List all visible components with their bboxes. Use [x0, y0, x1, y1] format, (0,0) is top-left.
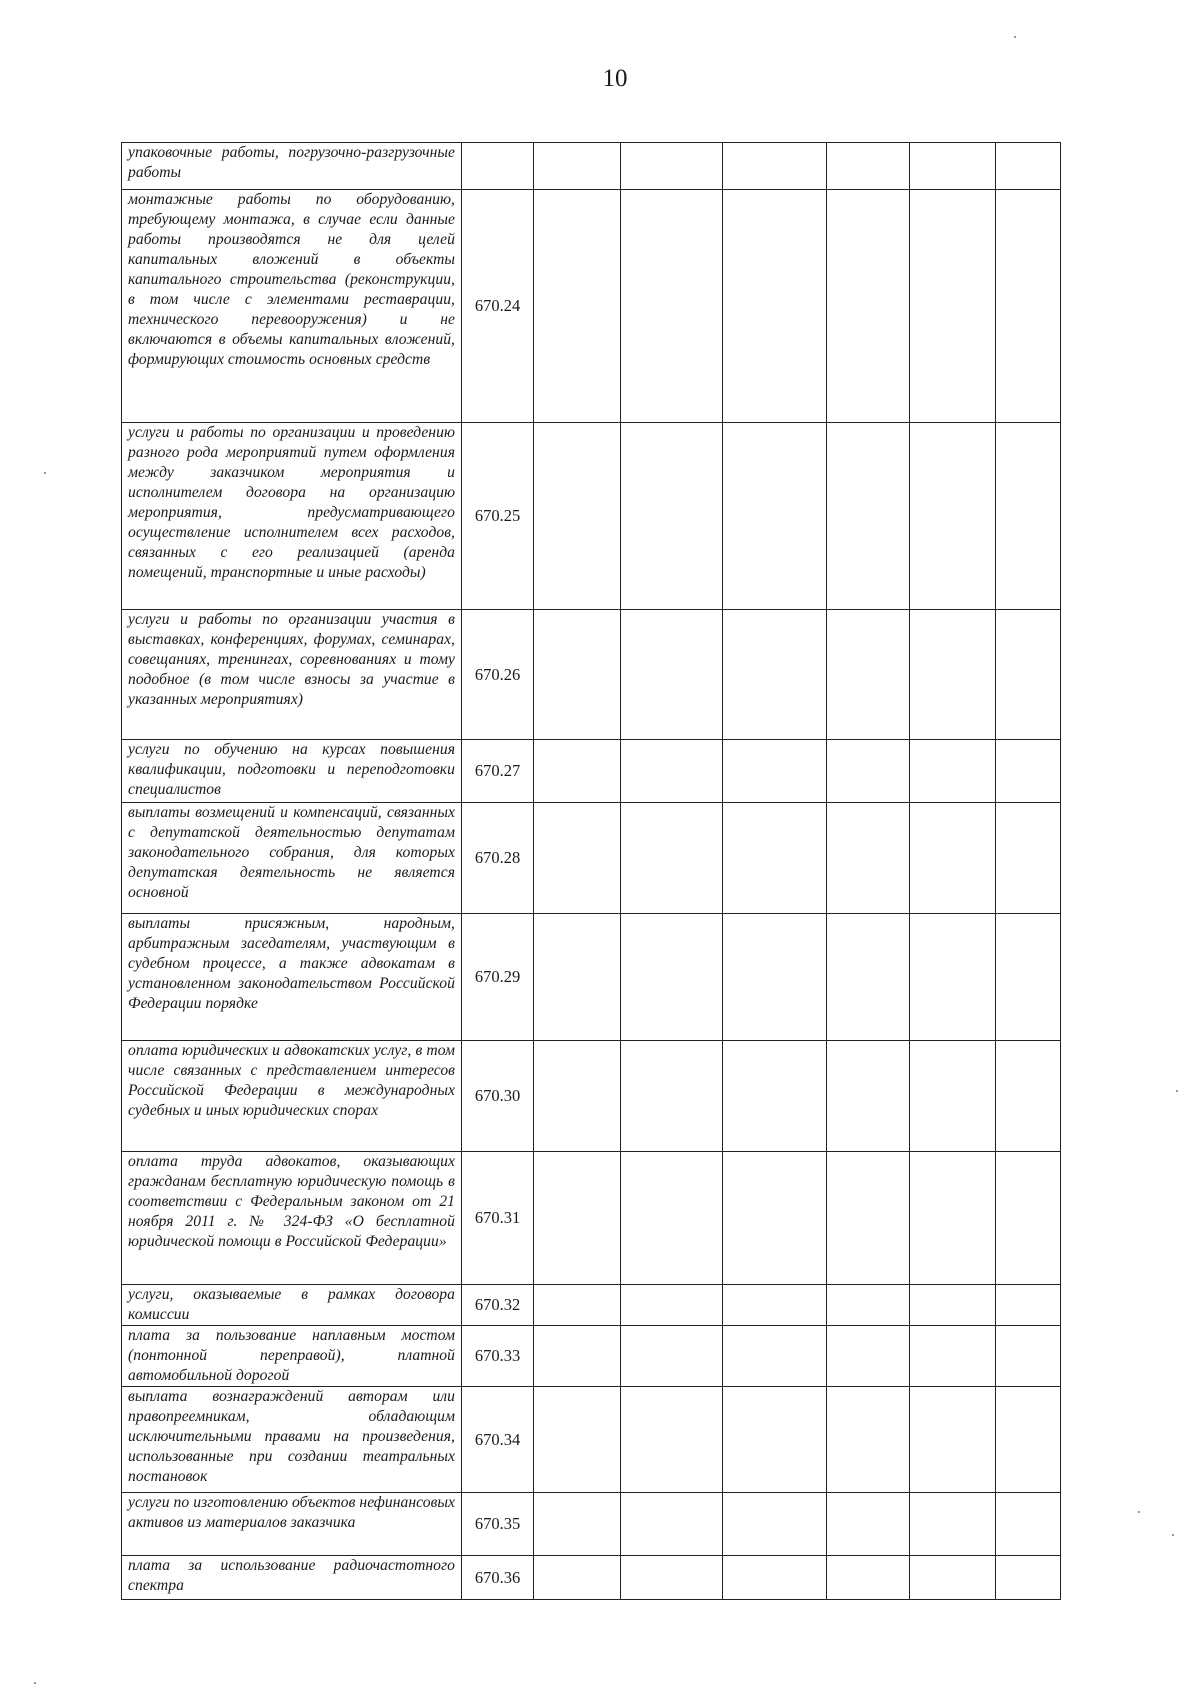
- row-description: услуги и работы по организации участия в выставках, конференциях, форумах, семинарах, совещаниях, тренингах, соревнованиях и тому подобное (в том числе взносы за участие в указанных мероприятиях): [122, 610, 462, 740]
- empty-cell: [827, 803, 910, 914]
- row-code: 670.31: [462, 1152, 534, 1285]
- row-description: услуги, оказываемые в рамках договора комиссии: [122, 1285, 462, 1326]
- empty-cell: [534, 1326, 621, 1387]
- row-description: выплаты возмещений и компенсаций, связанных с депутатской деятельностью депутатам законодательного собрания, для которых депутатская деятельность не является основной: [122, 803, 462, 914]
- empty-cell: [534, 1152, 621, 1285]
- empty-cell: [534, 1387, 621, 1493]
- empty-cell: [827, 1152, 910, 1285]
- scan-speck: [1176, 1090, 1178, 1092]
- empty-cell: [910, 143, 996, 190]
- empty-cell: [910, 1387, 996, 1493]
- table-row: [122, 143, 1061, 190]
- empty-cell: [534, 190, 621, 423]
- empty-cell: [996, 1152, 1061, 1285]
- table-row: [122, 423, 1061, 610]
- row-description: плата за пользование наплавным мостом (понтонной переправой), платной автомобильной дорогой: [122, 1326, 462, 1387]
- empty-cell: [996, 190, 1061, 423]
- empty-cell: [827, 1387, 910, 1493]
- empty-cell: [996, 610, 1061, 740]
- empty-cell: [621, 1387, 723, 1493]
- table-row: [122, 803, 1061, 914]
- empty-cell: [996, 143, 1061, 190]
- expense-codes-table: [121, 142, 1061, 1600]
- row-code: 670.28: [462, 803, 534, 914]
- empty-cell: [621, 1493, 723, 1556]
- table-row: [122, 190, 1061, 423]
- row-code: 670.36: [462, 1556, 534, 1600]
- empty-cell: [996, 914, 1061, 1041]
- empty-cell: [996, 1041, 1061, 1152]
- row-description: выплата вознаграждений авторам или правопреемникам, обладающим исключительными правами на произведения, использованные при создании театральных постановок: [122, 1387, 462, 1493]
- table-row: [122, 610, 1061, 740]
- empty-cell: [723, 143, 827, 190]
- table-row: [122, 1285, 1061, 1326]
- empty-cell: [534, 1556, 621, 1600]
- empty-cell: [534, 1493, 621, 1556]
- empty-cell: [827, 914, 910, 1041]
- empty-cell: [621, 143, 723, 190]
- table-row: [122, 1326, 1061, 1387]
- row-description: упаковочные работы, погрузочно-разгрузочные работы: [122, 143, 462, 190]
- empty-cell: [910, 1493, 996, 1556]
- empty-cell: [534, 740, 621, 803]
- empty-cell: [827, 1556, 910, 1600]
- scan-speck: [1138, 1511, 1140, 1513]
- empty-cell: [723, 1556, 827, 1600]
- empty-cell: [996, 1556, 1061, 1600]
- empty-cell: [996, 1493, 1061, 1556]
- empty-cell: [827, 740, 910, 803]
- empty-cell: [621, 1152, 723, 1285]
- empty-cell: [827, 143, 910, 190]
- row-description: выплаты присяжным, народным, арбитражным заседателям, участвующим в судебном процессе, а также адвокатам в установленном законодательством Российской Федерации порядке: [122, 914, 462, 1041]
- table-row: [122, 1493, 1061, 1556]
- row-code: 670.33: [462, 1326, 534, 1387]
- empty-cell: [910, 1285, 996, 1326]
- empty-cell: [723, 190, 827, 423]
- table-row: [122, 740, 1061, 803]
- table-row: [122, 1556, 1061, 1600]
- empty-cell: [996, 1285, 1061, 1326]
- row-description: оплата труда адвокатов, оказывающих гражданам бесплатную юридическую помощь в соответствии с Федеральным законом от 21 ноября 2011 г. № 324-ФЗ «О бесплатной юридической помощи в Российской Федерации»: [122, 1152, 462, 1285]
- empty-cell: [827, 1041, 910, 1152]
- empty-cell: [827, 1326, 910, 1387]
- table-row: [122, 1387, 1061, 1493]
- row-code: 670.24: [462, 190, 534, 423]
- table-row: [122, 1152, 1061, 1285]
- empty-cell: [910, 740, 996, 803]
- empty-cell: [621, 190, 723, 423]
- empty-cell: [996, 423, 1061, 610]
- empty-cell: [723, 610, 827, 740]
- empty-cell: [534, 914, 621, 1041]
- table-row: [122, 1041, 1061, 1152]
- empty-cell: [723, 803, 827, 914]
- empty-cell: [827, 1285, 910, 1326]
- empty-cell: [621, 740, 723, 803]
- row-code: 670.32: [462, 1285, 534, 1326]
- scan-speck: [34, 1682, 36, 1684]
- table-body: [122, 143, 1061, 1600]
- empty-cell: [621, 1285, 723, 1326]
- empty-cell: [621, 803, 723, 914]
- scan-speck: [1014, 36, 1016, 38]
- row-code: 670.27: [462, 740, 534, 803]
- row-code: 670.25: [462, 423, 534, 610]
- empty-cell: [996, 1387, 1061, 1493]
- empty-cell: [723, 1152, 827, 1285]
- empty-cell: [723, 1387, 827, 1493]
- page-number: 10: [602, 65, 628, 92]
- row-description: оплата юридических и адвокатских услуг, в том числе связанных с представлением интересов Российской Федерации в международных судебных и иных юридических спорах: [122, 1041, 462, 1152]
- empty-cell: [723, 1493, 827, 1556]
- empty-cell: [723, 740, 827, 803]
- empty-cell: [534, 610, 621, 740]
- row-description: плата за использование радиочастотного спектра: [122, 1556, 462, 1600]
- scan-speck: [1172, 1534, 1174, 1536]
- empty-cell: [996, 740, 1061, 803]
- row-description: услуги по изготовлению объектов нефинансовых активов из материалов заказчика: [122, 1493, 462, 1556]
- empty-cell: [723, 1326, 827, 1387]
- empty-cell: [723, 1285, 827, 1326]
- empty-cell: [621, 914, 723, 1041]
- empty-cell: [723, 423, 827, 610]
- scan-speck: [44, 472, 46, 474]
- empty-cell: [996, 1326, 1061, 1387]
- row-code: 670.30: [462, 1041, 534, 1152]
- empty-cell: [534, 423, 621, 610]
- empty-cell: [827, 190, 910, 423]
- empty-cell: [910, 1152, 996, 1285]
- empty-cell: [910, 610, 996, 740]
- empty-cell: [621, 1326, 723, 1387]
- empty-cell: [910, 190, 996, 423]
- row-code: 670.35: [462, 1493, 534, 1556]
- row-description: услуги и работы по организации и проведению разного рода мероприятий путем оформления между заказчиком мероприятия и исполнителем договора на организацию мероприятия, предусматривающего осуществление исполнителем всех расходов, связанных с его реализацией (аренда помещений, транспортные и иные расходы): [122, 423, 462, 610]
- empty-cell: [723, 914, 827, 1041]
- empty-cell: [910, 914, 996, 1041]
- table-row: [122, 914, 1061, 1041]
- row-code: [462, 143, 534, 190]
- empty-cell: [621, 610, 723, 740]
- empty-cell: [621, 1556, 723, 1600]
- row-description: услуги по обучению на курсах повышения квалификации, подготовки и переподготовки специалистов: [122, 740, 462, 803]
- empty-cell: [910, 1326, 996, 1387]
- empty-cell: [910, 423, 996, 610]
- empty-cell: [910, 803, 996, 914]
- empty-cell: [910, 1556, 996, 1600]
- empty-cell: [827, 610, 910, 740]
- empty-cell: [827, 423, 910, 610]
- empty-cell: [621, 1041, 723, 1152]
- empty-cell: [534, 1285, 621, 1326]
- empty-cell: [723, 1041, 827, 1152]
- row-code: 670.26: [462, 610, 534, 740]
- empty-cell: [996, 803, 1061, 914]
- empty-cell: [621, 423, 723, 610]
- empty-cell: [534, 143, 621, 190]
- empty-cell: [827, 1493, 910, 1556]
- row-description: монтажные работы по оборудованию, требующему монтажа, в случае если данные работы производятся не для целей капитальных вложений в объекты капитального строительства (реконструкции, в том числе с элементами реставрации, технического перевооружения) и не включаются в объемы капитальных вложений, формирующих стоимость основных средств: [122, 190, 462, 423]
- row-code: 670.34: [462, 1387, 534, 1493]
- empty-cell: [534, 1041, 621, 1152]
- empty-cell: [534, 803, 621, 914]
- empty-cell: [910, 1041, 996, 1152]
- row-code: 670.29: [462, 914, 534, 1041]
